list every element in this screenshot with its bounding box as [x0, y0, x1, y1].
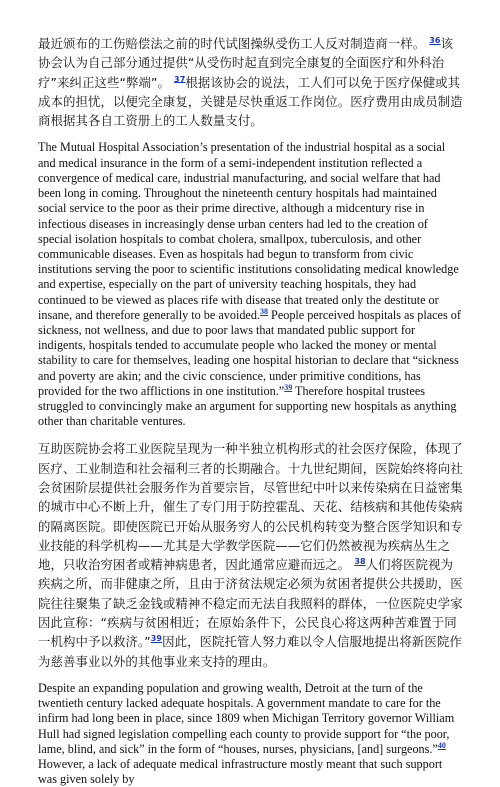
footnote-link-38-zh[interactable]: 38	[354, 557, 366, 566]
text-run: Therefore hospital trustees struggled to convincingly make an argument for supporting new hospitals as anything other than charitable ventures.	[38, 383, 457, 429]
text-run: 该协会认为自己部分通过提供“从受伤时起直到完全康复的全面医疗和外科治疗”来纠正这些“弊端”。	[38, 36, 454, 90]
text-run: 人们将医院视为疾病之所，而非健康之所，且由于济贫法规定必须为贫困者提供公共援助，医院往往聚集了缺乏金钱或精神不稳定而无法自我照料的群体，一位医院史学家因此宣称：“疾病与贫困相近；在原始条件下，公民良心将这两种苦难置于同一机构中予以救济。”	[38, 557, 463, 650]
footnote-link-39[interactable]: 39	[284, 382, 293, 392]
text-run: Despite an expanding population and growing wealth, Detroit at the turn of the twentieth century lacked adequate hospitals. A government mandate to care for the infirm had long been in place, since 1809 when Michigan Territory governor William Hull had signed legislation compelling each county to provide support for “the poor, lame, blind, and sick” in the form of “houses, nurses, physicians, [and] surgeons.”	[38, 680, 455, 756]
chinese-paragraph-1	[38, 34, 464, 130]
text-run: The Mutual Hospital Association’s presentation of the industrial hospital as a social and medical insurance in the form of a semi-independent institution reflected a convergence of medical care, industrial manufacturing, and social welfare that had been long in coming. Throughout the nineteenth century hospitals had maintained social service to the poor as their prime directive, although a midcentury rise in infectious diseases in increasingly dense urban centers had led to the creation of special isolation hospitals to combat cholera, smallpox, tuberculosis, and other communicable diseases. Even as hospitals had begun to transform from civic institutions serving the poor to scientific institutions consolidating medical knowledge and expertise, especially on the part of university teaching hospitals, they had continued to be viewed as places rife with disease that treated only the destitute or insane, and therefore generally to be avoided.	[38, 140, 459, 322]
footnote-link-37[interactable]: 37	[174, 74, 186, 84]
footnote-link-36[interactable]: 36	[429, 35, 441, 45]
text-run: 最近颁布的工伤赔偿法之前的时代试图操纵受伤工人反对制造商一样。	[38, 36, 426, 51]
text-run: 因此，医院托管人努力难以令人信服地提出将新医院作为慈善事业以外的其他事业来支持的理由。	[38, 634, 462, 669]
footnote-link-39-zh[interactable]: 39	[150, 634, 163, 644]
text-run: 根据该协会的说法，工人们可以免于医疗保健或其成本的担忧，以便完全康复，关键是尽快重返工作岗位。医疗费用由成员制造商根据其各自工资册上的工人数量支付。	[38, 74, 463, 129]
text-run: However, a lack of adequate medical infrastructure mostly meant that such support was given solely by	[38, 756, 443, 787]
english-paragraph-2	[38, 681, 464, 787]
english-paragraph-1	[38, 140, 464, 429]
text-run: People perceived hospitals as places of sickness, not wellness, and due to poor laws that mandated public support for indigents, hospitals tended to accumulate people who lacked the money or mental stability to care for themselves, leading one hospital historian to declare that “sickness and poverty are akin; and the civic conscience, under primitive conditions, has provided for the two afflictions in one institution.”	[38, 307, 461, 398]
footnote-link-40[interactable]: 40	[437, 740, 446, 750]
footnote-link-38[interactable]: 38	[260, 306, 268, 316]
document-page	[38, 34, 464, 787]
text-run: 互助医院协会将工业医院呈现为一种半独立机构形式的社会医疗保险，体现了医疗、工业制造和社会福利三者的长期融合。十九世纪期间，医院始终将向社会贫困阶层提供社会服务作为首要宗旨，尽管世纪中叶以来传染病在日益密集的城市中心不断上升，催生了专门用于防控霍乱、天花、结核病和其他传染病的隔离医院。即使医院已开始从服务穷人的公民机构转变为整合医学知识和专业技能的科学机构——尤其是大学教学医院——它们仍然被视为疾病丛生之地，只收治穷困者或精神病患者，因此通常应避而远之。	[38, 441, 463, 573]
chinese-paragraph-2	[38, 439, 464, 671]
